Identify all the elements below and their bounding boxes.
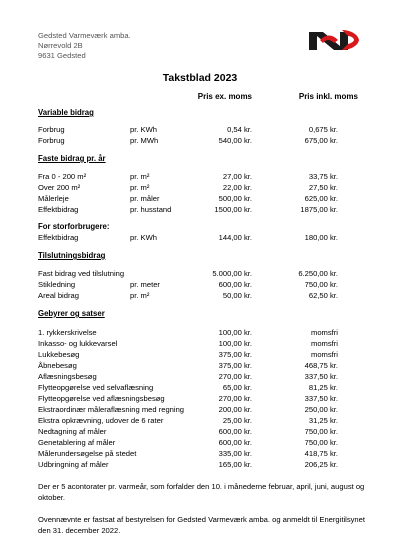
section-heading-fixed: Faste bidrag pr. år	[38, 154, 106, 163]
table-row: Fra 0 - 200 m² pr. m² 27,00 kr. 33,75 kr.	[38, 172, 338, 181]
approval-note: Ovennævnte er fastsat af bestyrelsen for Gedsted Varmeværk amba. og anmeldt til Energitilsynet den 31. december 2022.	[38, 515, 365, 535]
table-row: Aflæsningsbesøg 270,00 kr. 337,50 kr.	[38, 372, 338, 381]
address-line-3: 9631 Gedsted	[38, 51, 86, 60]
table-row: Areal bidrag pr. m² 50,00 kr. 62,50 kr.	[38, 291, 338, 300]
table-row: Forbrug pr. MWh 540,00 kr. 675,00 kr.	[38, 136, 338, 145]
table-row: Over 200 m² pr. m² 22,00 kr. 27,50 kr.	[38, 183, 338, 192]
section-heading-large-consumers: For storforbrugere:	[38, 222, 110, 231]
table-row: Inkasso- og lukkevarsel 100,00 kr. momsfri	[38, 339, 338, 348]
page-title: Takstblad 2023	[162, 72, 238, 84]
table-row: Målerleje pr. måler 500,00 kr. 625,00 kr.	[38, 194, 338, 203]
table-row: Åbnebesøg 375,00 kr. 468,75 kr.	[38, 361, 338, 370]
address-line-2: Nørrevold 2B	[38, 41, 83, 50]
section-heading-connection: Tilslutningsbidrag	[38, 251, 106, 260]
column-header-ex-vat: Pris ex. moms	[197, 92, 252, 101]
sender-address	[38, 31, 131, 61]
table-row: Genetablering af måler 600,00 kr. 750,00 kr.	[38, 438, 338, 447]
payment-note: Der er 5 acontorater pr. varmeår, som forfalder den 10. i månederne februar, april, juni, august og oktober.	[38, 482, 365, 502]
table-row: Flytteopgørelse ved selvaflæsning 65,00 kr. 81,25 kr.	[38, 383, 338, 392]
section-heading-fees: Gebyrer og satser	[38, 309, 105, 318]
table-row: Forbrug pr. KWh 0,54 kr. 0,675 kr.	[38, 125, 338, 134]
table-row: 1. rykkerskrivelse 100,00 kr. momsfri	[38, 328, 338, 337]
table-row: Stikledning pr. meter 600,00 kr. 750,00 kr.	[38, 280, 338, 289]
address-line-1: Gedsted Varmeværk amba.	[38, 31, 131, 40]
table-row: Flytteopgørelse ved aflæsningsbesøg 270,00 kr. 337,50 kr.	[38, 394, 338, 403]
section-heading-variable: Variable bidrag	[38, 108, 94, 117]
gedsted-varmevaerk-logo	[306, 26, 362, 54]
table-row: Effektbidrag pr. KWh 144,00 kr. 180,00 kr.	[38, 233, 338, 242]
table-row: Målerundersøgelse på stedet 335,00 kr. 418,75 kr.	[38, 449, 338, 458]
table-row: Nedtagning af måler 600,00 kr. 750,00 kr.	[38, 427, 338, 436]
table-row: Lukkebesøg 375,00 kr. momsfri	[38, 350, 338, 359]
table-row: Effektbidrag pr. husstand 1500,00 kr. 1875,00 kr.	[38, 205, 338, 214]
table-row: Udbringning af måler 165,00 kr. 206,25 kr.	[38, 460, 338, 469]
table-row: Ekstraordinær måleraflæsning med regning 200,00 kr. 250,00 kr.	[38, 405, 338, 414]
column-header-incl-vat: Pris inkl. moms	[298, 92, 358, 101]
table-row: Fast bidrag ved tilslutning 5.000,00 kr. 6.250,00 kr.	[38, 269, 338, 278]
table-row: Ekstra opkrævning, udover de 6 rater 25,00 kr. 31,25 kr.	[38, 416, 338, 425]
